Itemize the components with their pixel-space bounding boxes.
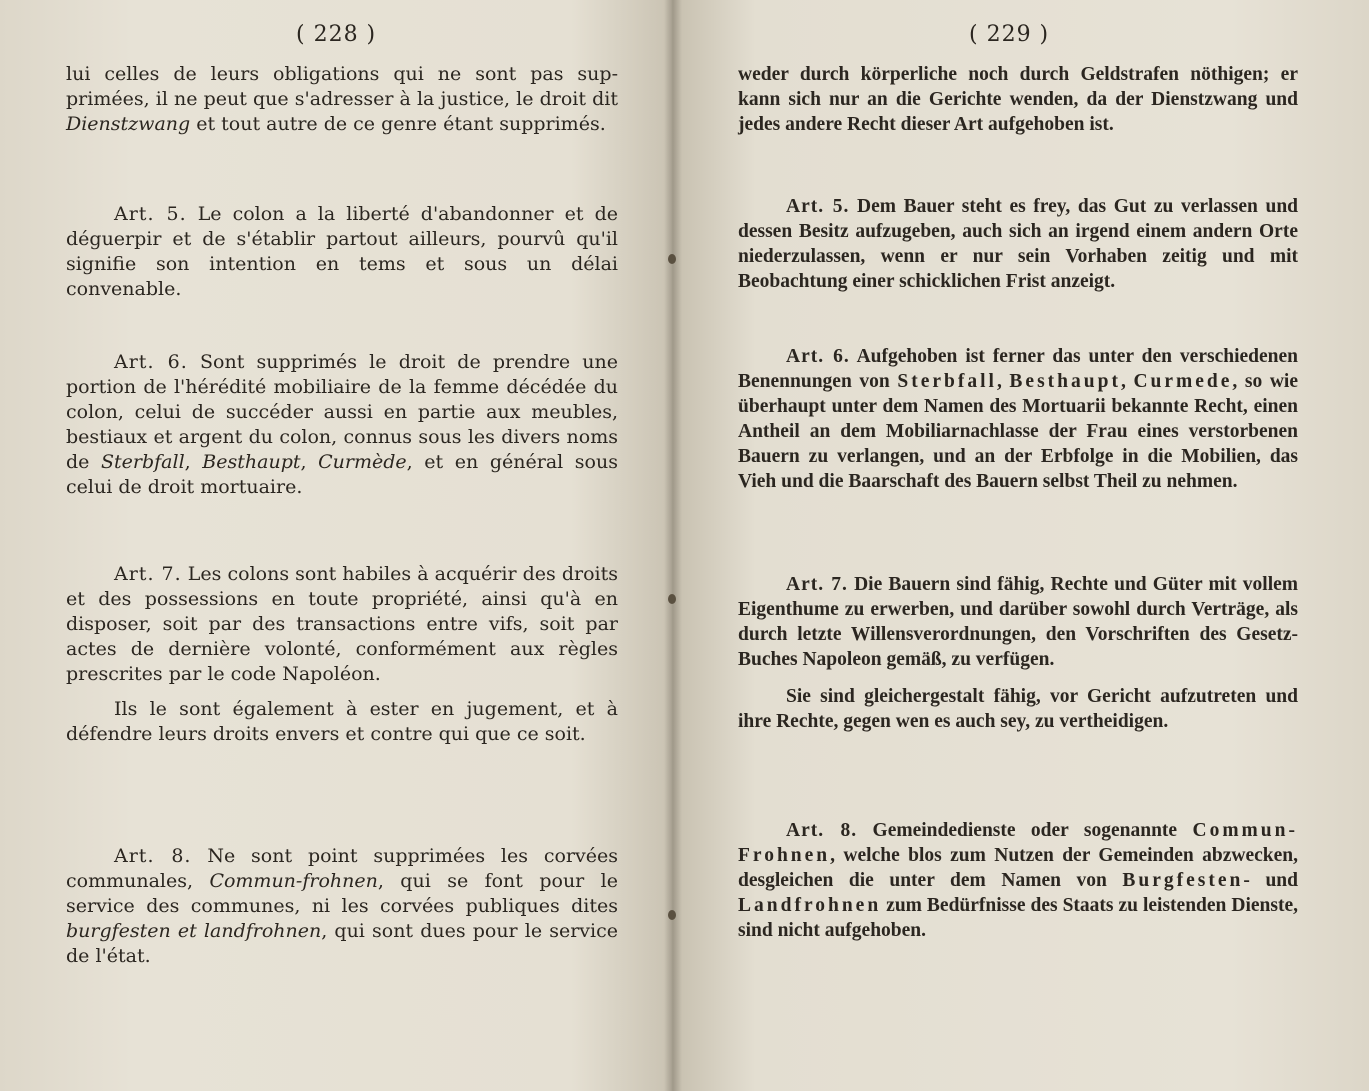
term-sterbfall: Sterbfall — [101, 451, 185, 473]
page-number-229: ( 229 ) — [969, 22, 1050, 47]
right-art7: Art. 7. Die Bauern sind fähig, Rechte und Güter mit vollem Eigenthume zu erwerben, und darüber sowohl durch Verträge, als durch letzte Willensverordnungen, den Vorschriften des Gesetz-Buches Napoleon gemäß, zu verfügen. Sie sind gleichergestalt fähig, vor Gericht aufzutreten und ihre Rechte, gegen wen es auch sey, zu vertheidigen. — [738, 574, 1299, 732]
left-art7: Art. 7. Les colons sont habiles à acquérir des droits et des possessions en toute propriété, ainsi qu'à en disposer, soit par des transactions entre vifs, soit par actes de dernière volonté, conformément aux règles prescrites par le code Napoléon. Ils le sont également à ester en jugement, et à défendre leurs droits envers et contre qui que ce soit. — [66, 563, 618, 745]
art7-second-paragraph: Sie sind gleichergestalt fähig, vor Gericht aufzutreten und ihre Rechte, gegen wen es auch sey, zu vertheidigen. — [738, 686, 1298, 732]
term-burgfesten: burgfesten et landfrohnen — [66, 920, 322, 942]
left-continuation — [66, 62, 618, 137]
article-label: Art. 7. — [786, 574, 848, 595]
term-commun-frohnen: Commun-Frohnen — [738, 820, 1298, 866]
left-page — [0, 0, 672, 1091]
term-curmede: Curmede — [1133, 371, 1233, 392]
term-burgfesten: Burgfesten — [1122, 870, 1244, 891]
article-text: Le colon a la liberté d'abandonner et de déguerpir et de s'établir partout ailleurs, pourvû qu'il signifie son intention en tems et sous un délai convenable. — [66, 203, 618, 300]
term-landfrohnen: Landfrohnen — [738, 895, 882, 916]
article-label: Art. 5. — [786, 196, 850, 217]
right-art6: Art. 6. Aufgehoben ist ferner das unter den verschiedenen Benennungen von Sterbfall, Besthaupt, Curmede, so wie überhaupt unter dem Namen des Mortuarii bekannte Recht, einen Antheil an dem Mobiliarnachlasse der Frau eines verstorbenen Bauern zu verlangen, und an der Erbfolge in die Mobilien, das Vieh und die Baarschaft des Bauern selbst Theil zu nehmen. — [738, 346, 1299, 492]
article-label: Art. 8. — [786, 820, 858, 841]
article-label: Art. 6. — [114, 351, 188, 373]
article-label: Art. 6. — [786, 346, 850, 367]
article-label: Art. 8. — [114, 845, 192, 867]
term-besthaupt: Besthaupt — [202, 451, 301, 473]
book-gutter — [664, 0, 682, 1091]
right-art5: Art. 5. Dem Bauer steht es frey, das Gut zu verlassen und dessen Besitz aufzugeben, auch sich an irgend einem andern Orte niederzulassen, wenn er nur sein Vorhaben zeitig und mit Beobachtung einer schicklichen Frist anzeigt. — [738, 196, 1299, 292]
binding-stitch — [668, 254, 676, 264]
right-art8: Art. 8. Gemeindedienste oder sogenannte Commun-Frohnen, welche blos zum Nutzen der Gemeinden abzwecken, desgleichen die unter dem Namen von Burgfesten- und Landfrohnen zum Bedürfnisse des Staats zu leistenden Dienste, sind nicht aufgehoben. — [738, 820, 1298, 941]
continuation-paragraph: lui celles de leurs obligations qui ne sont pas sup- primées, il ne peut que s'adresser à la justice, le droit dit Dienstzwang et tout autre de ce genre étant supprimés. — [66, 63, 619, 135]
term-besthaupt: Besthaupt — [1009, 371, 1121, 392]
art7-second-paragraph: Ils le sont également à ester en jugement, et à défendre leurs droits envers et contre qui que ce soit. — [66, 698, 618, 745]
article-label: Art. 7. — [114, 563, 182, 585]
binding-stitch — [668, 910, 676, 920]
term-sterbfall: Sterbfall — [897, 371, 997, 392]
term-commun-frohnen: Commun-frohnen — [209, 870, 378, 892]
left-art6: Art. 6. Sont supprimés le droit de prendre une portion de l'hérédité mobiliaire de la femme décédée du colon, celui de succéder aussi en partie aux meubles, bestiaux et argent du colon, connus sous les divers noms de Sterbfall, Besthaupt, Curmède, et en général sous celui de droit mortuaire. — [66, 351, 618, 498]
left-art8: Art. 8. Ne sont point supprimées les corvées communales, Commun-frohnen, qui se font pour le service des communes, ni les corvées publiques dites burgfesten et landfrohnen, qui sont dues pour le service de l'état. — [66, 845, 618, 967]
right-continuation: weder durch körperliche noch durch Geldstrafen nöthigen; er kann sich nur an die Gerichte wenden, da der Dienstzwang und jedes andere Recht dieser Art aufgehoben ist. — [738, 64, 1298, 135]
page-number-228: ( 228 ) — [296, 22, 377, 47]
left-art5 — [66, 202, 618, 302]
article-label: Art. 5. — [114, 203, 187, 225]
right-page — [672, 0, 1369, 1091]
term-curmede: Curmède — [318, 451, 407, 473]
binding-stitch — [668, 594, 676, 604]
